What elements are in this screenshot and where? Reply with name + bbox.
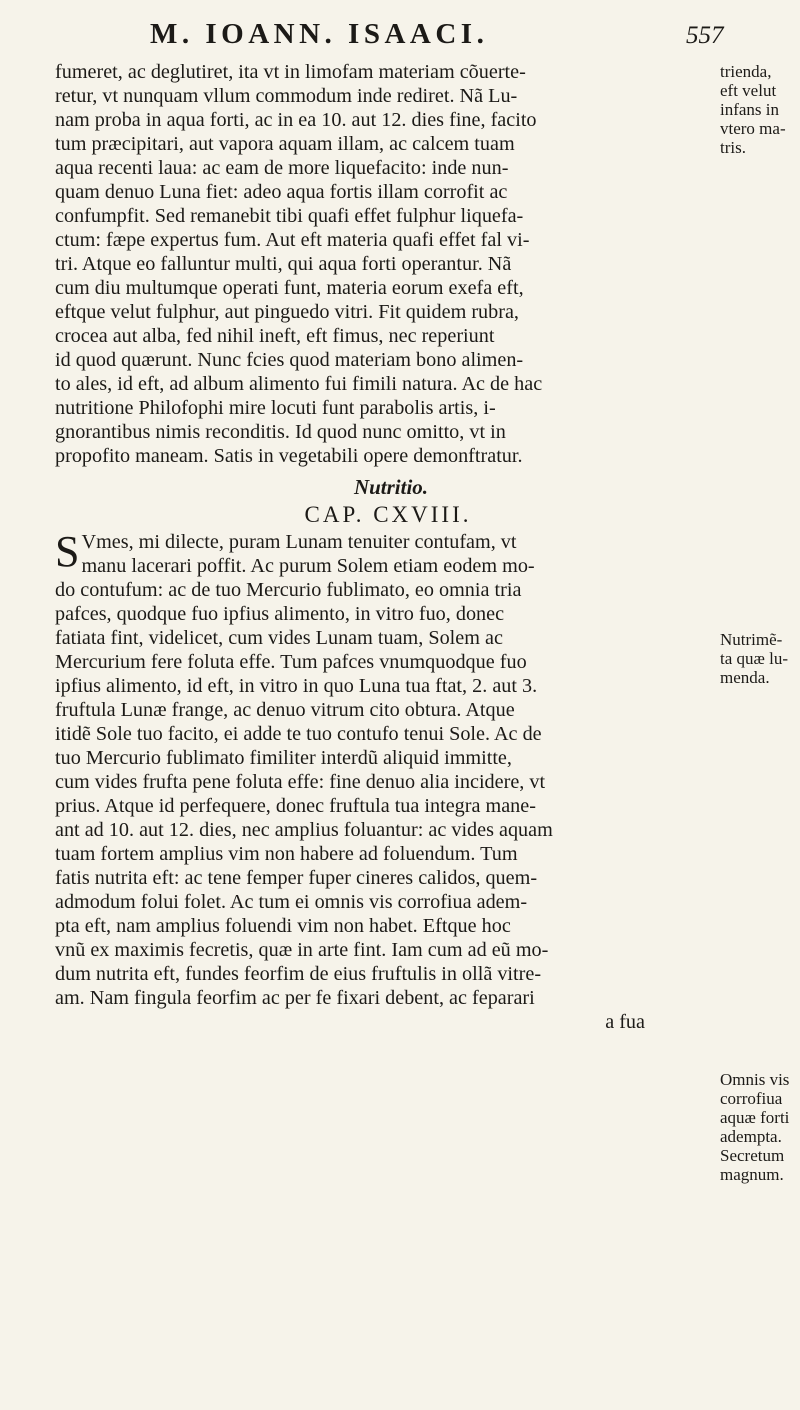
text-line: crocea aut alba, fed nihil ineft, eft fimus, nec reperiunt (55, 325, 495, 347)
text-line: aqua recenti laua: ac eam de more liquefacito: inde nun- (55, 157, 509, 179)
catchword: a fua (605, 1011, 645, 1033)
margin-note-1 (720, 62, 800, 157)
text-line: prius. Atque id perfequere, donec fruftula tua integra mane- (55, 795, 536, 817)
margin-line: tris. (720, 138, 746, 157)
margin-line: corrofiua (720, 1089, 783, 1108)
margin-line: ta quæ lu- (720, 649, 788, 668)
section-rubric: Nutritio. (353, 475, 429, 499)
margin-line: Secretum (720, 1146, 785, 1165)
text-line: dum nutrita eft, fundes feorfim de eius fruftulis in ollã vitre- (55, 963, 542, 985)
text-line: fatis nutrita eft: ac tene femper fuper cineres calidos, quem- (55, 867, 538, 889)
text-line: eftque velut fulphur, aut pinguedo vitri. Fit quidem rubra, (55, 301, 519, 323)
text-line: tum præcipitari, aut vapora aquam illam, ac calcem tuam (55, 133, 515, 155)
text-line: itidẽ Sole tuo facito, ei adde te tuo contufo tenui Sole. Ac de (55, 723, 542, 745)
text-line: quam denuo Luna fiet: adeo aqua fortis illam corrofit ac (55, 181, 508, 203)
text-line: do contufum: ac de tuo Mercurio fublimato, eo omnia tria (55, 579, 522, 601)
text-line: Mercurium fere foluta effe. Tum pafces vnumquodque fuo (55, 651, 527, 673)
text-line: retur, vt nunquam vllum commodum inde rediret. Nã Lu- (55, 85, 518, 107)
margin-line: trienda, (720, 62, 772, 81)
chapter-heading: CAP. CXVIII. (304, 502, 472, 527)
text-line: gnorantibus nimis reconditis. Id quod nunc omitto, vt in (55, 421, 506, 443)
text-line: cum diu multumque operati funt, materia eorum exefa eft, (55, 277, 524, 299)
text-line: manu lacerari poffit. Ac purum Solem etiam eodem mo- (81, 555, 535, 577)
text-line: id quod quærunt. Nunc fcies quod materiam bono alimen- (55, 349, 524, 371)
text-line: tuam fortem amplius vim non habere ad foluendum. Tum (55, 843, 518, 865)
text-line: nutritione Philofophi mire locuti funt parabolis artis, i- (55, 397, 496, 419)
margin-line: adempta. (720, 1127, 782, 1146)
text-line: ipfius alimento, id eft, in vitro in quo Luna tua ftat, 2. aut 3. (55, 675, 538, 697)
margin-line: menda. (720, 668, 770, 687)
text-line: fatiata fint, videlicet, cum vides Lunam tuam, Solem ac (55, 627, 503, 649)
text-line: cum vides frufta pene foluta effe: fine denuo alia incidere, vt (55, 771, 546, 793)
margin-line: eft velut (720, 81, 777, 100)
text-line: pafces, quodque fuo ipfius alimento, in vitro fuo, donec (55, 603, 505, 625)
text-line: fumeret, ac deglutiret, ita vt in limofam materiam cõuerte- (55, 61, 526, 83)
text-line: ant ad 10. aut 12. dies, nec amplius foluantur: ac vides aquam (55, 819, 553, 841)
page-header (0, 14, 740, 54)
text-line: admodum folui folet. Ac tum ei omnis vis corrofiua adem- (55, 891, 528, 913)
text-line: ctum: fæpe expertus fum. Aut eft materia quafi effet fal vi- (55, 229, 530, 251)
paragraph-1 (55, 60, 715, 468)
text-line: nam proba in aqua forti, ac in ea 10. aut 12. dies fine, facito (55, 109, 537, 131)
text-line: tuo Mercurio fublimato fimiliter interdũ aliquid immitte, (55, 747, 512, 769)
margin-line: Nutrimẽ- (720, 630, 783, 649)
drop-cap-block (55, 527, 715, 578)
text-line: propofito maneam. Satis in vegetabili opere demonftratur. (55, 445, 523, 467)
margin-line: infans in (720, 100, 780, 119)
drop-cap: S (55, 527, 80, 576)
text-line: fruftula Lunæ frange, ac denuo vitrum cito obtura. Atque (55, 699, 515, 721)
page-number: 557 (686, 22, 724, 49)
text-line: am. Nam fingula feorfim ac per fe fixari debent, ac feparari (55, 987, 535, 1009)
margin-note-2 (720, 630, 800, 687)
paragraph-2 (55, 527, 715, 1034)
margin-line: aquæ forti (720, 1108, 790, 1127)
text-line: tri. Atque eo falluntur multi, qui aqua forti operantur. Nã (55, 253, 512, 275)
text-line: pta eft, nam amplius foluendi vim non habet. Eftque hoc (55, 915, 511, 937)
text-line: confumpfit. Sed remanebit tibi quafi effet fulphur liquefa- (55, 205, 524, 227)
text-line: vnũ ex maximis fecretis, quæ in arte fint. Iam cum ad eũ mo- (55, 939, 549, 961)
margin-line: magnum. (720, 1165, 784, 1184)
margin-line: vtero ma- (720, 119, 786, 138)
margin-note-3 (720, 1070, 800, 1184)
text-line: Vmes, mi dilecte, puram Lunam tenuiter contufam, vt (81, 531, 517, 553)
running-head: M. IOANN. ISAACI. (150, 18, 489, 50)
text-line: to ales, id eft, ad album alimento fui fimili natura. Ac de hac (55, 373, 543, 395)
main-text-column (55, 60, 715, 1034)
margin-line: Omnis vis (720, 1070, 790, 1089)
